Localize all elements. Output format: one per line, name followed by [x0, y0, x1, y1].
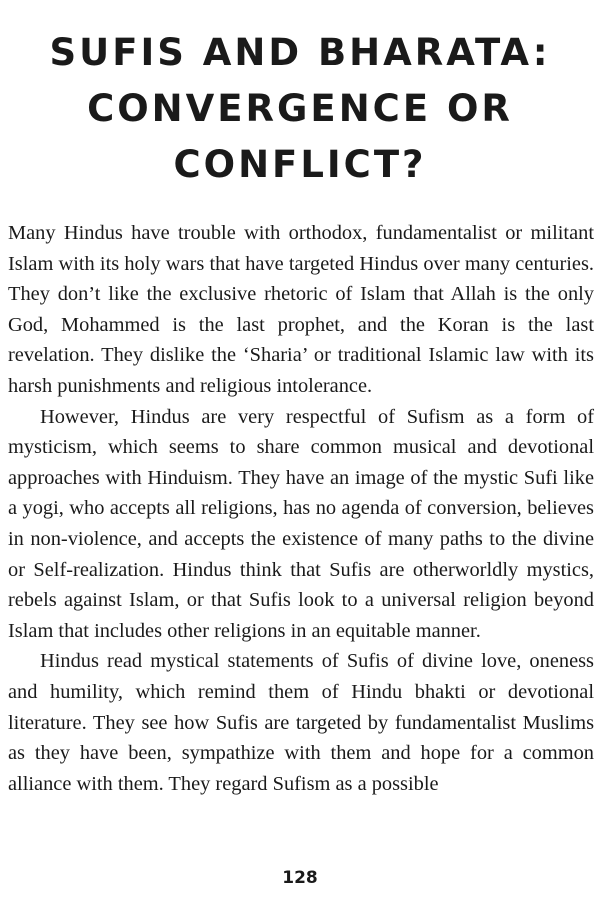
paragraph-3: Hindus read mystical statements of Sufis of divine love, oneness and humility, which remind them of Hindu bhakti or devotional literature. They see how Sufis are targeted by fundamentalist Muslims as they have been, sympathize with them and hope for a common alliance with them. They regard Sufism as a possible — [8, 650, 594, 795]
paragraph-2: However, Hindus are very respectful of Sufism as a form of mysticism, which seems to share common musical and devotional approaches with Hinduism. They have an image of the mystic Sufi like a yogi, who accepts all religions, has no agenda of conversion, believes in non-violence, and accepts the existence of many paths to the divine or Self-realization. Hindus think that Sufis are otherworldly mystics, rebels against Islam, or that Sufis look to a universal religion beyond Islam that includes other religions in an equitable manner. — [8, 405, 594, 642]
paragraph-1: Many Hindus have trouble with orthodox, fundamentalist or militant Islam with its holy wars that have targeted Hindus over many centuries. They don’t like the exclusive rhetoric of Islam that Allah is the only God, Mohammed is the last prophet, and the Koran is the last revelation. They dislike the ‘Sharia’ or traditional Islamic law with its harsh punishments and religious intolerance. — [8, 222, 594, 397]
chapter-title-line-1: SUFIS AND BHARATA: — [49, 30, 551, 74]
chapter-title-line-2: CONVERGENCE OR — [87, 86, 513, 130]
chapter-title-line-3: CONFLICT? — [173, 142, 427, 186]
page-number: 128 — [282, 868, 318, 888]
chapter-title — [0, 25, 600, 193]
body-text — [8, 218, 594, 799]
